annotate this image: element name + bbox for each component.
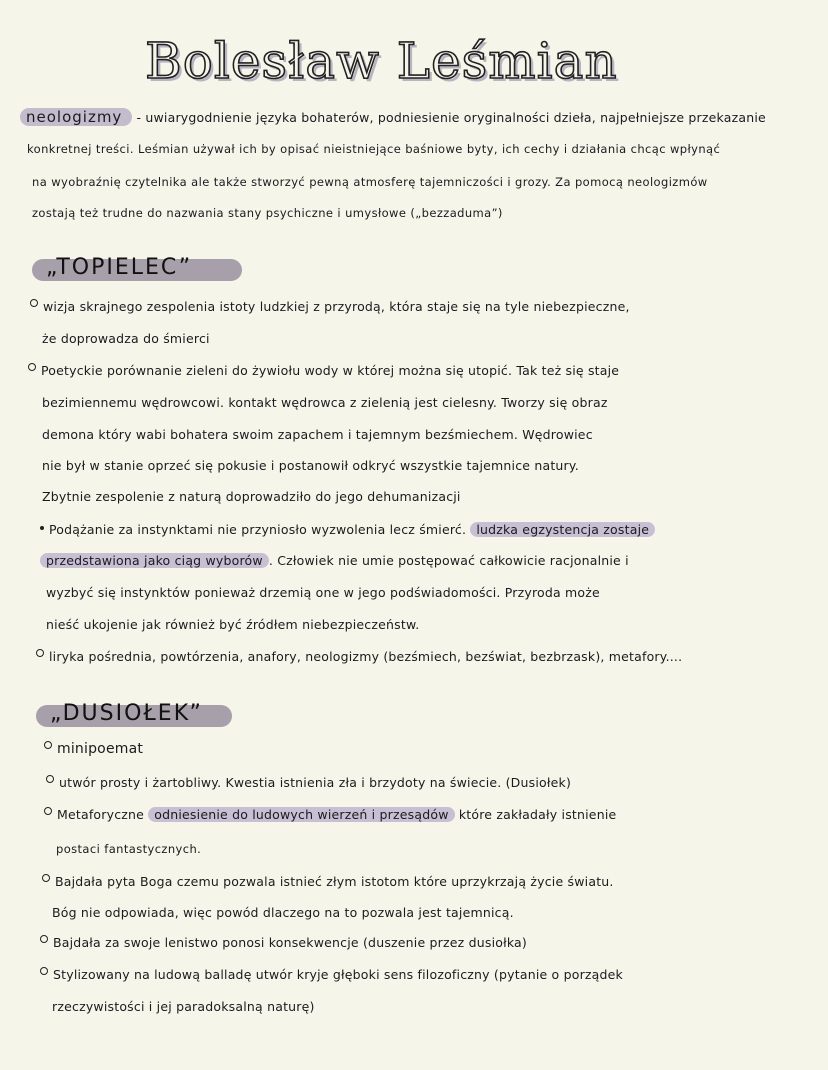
list-item-text: Stylizowany na ludową balladę utwór kryje głęboki sens filozoficzny (pytanie o porządek — [53, 967, 623, 982]
list-item-text: Podążanie za instynktami nie przyniosło wyzwolenia lecz śmierć. — [49, 522, 467, 537]
list-item-text: Bajdała pyta Boga czemu pozwala istnieć złym istotom które uprzykrzają życie światu. — [55, 874, 614, 889]
list-item-text: które zakładały istnienie — [458, 807, 617, 822]
intro-line-3: na wyobraźnię czytelnika ale także stworzyć pewną atmosferę tajemniczości i grozy. Za pomocą neologizmów — [32, 175, 708, 189]
intro-text: - uwiarygodnienie języka bohaterów, podniesienie oryginalności dzieła, najpełniejsze przekazanie — [136, 110, 766, 125]
list-item-cont: rzeczywistości i jej paradoksalną naturę) — [52, 999, 315, 1014]
list-item-cont: nie był w stanie oprzeć się pokusie i postanowił odkryć wszystkie tajemnice natury. — [42, 458, 579, 473]
bullet-circle-icon — [46, 775, 54, 783]
section-heading-text: „TOPIELEC” — [46, 255, 193, 280]
list-item — [44, 740, 143, 758]
section-heading-topielec — [32, 255, 242, 281]
highlighted-phrase: ludzka egzystencja zostaje — [470, 522, 655, 537]
intro-line-1 — [20, 108, 766, 127]
list-item-text: Metaforyczne — [57, 807, 145, 822]
list-item-cont: bezimiennemu wędrowcowi. kontakt wędrowca z zielenią jest cielesny. Tworzy się obraz — [42, 395, 608, 410]
list-item — [30, 298, 630, 316]
section-heading-text: „DUSIOŁEK” — [50, 701, 203, 726]
list-item-text: Bajdała za swoje lenistwo ponosi konsekwencje (duszenie przez dusiołka) — [53, 935, 527, 950]
term-highlight: neologizmy — [20, 108, 132, 126]
list-item-text: utwór prosty i żartobliwy. Kwestia istnienia zła i brzydoty na świecie. (Dusiołek) — [59, 775, 572, 790]
list-item — [40, 966, 623, 984]
bullet-circle-icon — [44, 741, 52, 749]
list-item-cont: postaci fantastycznych. — [56, 842, 202, 856]
list-item — [44, 806, 616, 824]
list-item-text: Poetyckie porównanie zieleni do żywiołu wody w której można się utopić. Tak też się staje — [41, 363, 620, 378]
list-item-text: . Człowiek nie umie postępować całkowicie racjonalnie i — [268, 553, 629, 568]
list-item — [28, 362, 619, 380]
bullet-circle-icon — [42, 874, 50, 882]
list-item-cont: demona który wabi bohatera swoim zapachem i tajemnym bezśmiechem. Wędrowiec — [42, 427, 593, 442]
list-item-text: minipoemat — [57, 741, 144, 757]
list-item-cont — [40, 552, 629, 570]
list-item-text: liryka pośrednia, powtórzenia, anafory, neologizmy (bezśmiech, bezświat, bezbrzask), metafory.... — [49, 649, 683, 664]
bullet-circle-icon — [36, 649, 44, 657]
list-item — [40, 521, 655, 539]
list-item-text: wizja skrajnego zespolenia istoty ludzkiej z przyrodą, która staje się na tyle niebezpieczne, — [43, 299, 630, 314]
bullet-circle-icon — [44, 807, 52, 815]
intro-line-4: zostają też trudne do nazwania stany psychiczne i umysłowe („bezzaduma”) — [32, 206, 503, 220]
bullet-dot-icon — [40, 526, 44, 530]
list-item-cont: wyzbyć się instynktów ponieważ drzemią one w jego podświadomości. Przyroda może — [46, 585, 600, 600]
list-item-cont: Bóg nie odpowiada, więc powód dlaczego na to pozwala jest tajemnicą. — [52, 905, 514, 920]
list-item — [36, 648, 682, 666]
bullet-circle-icon — [30, 299, 38, 307]
intro-line-2: konkretnej treści. Leśmian używał ich by opisać nieistniejące baśniowe byty, ich cechy i działania chcąc wpłynąć — [27, 142, 721, 156]
highlighted-phrase: odniesienie do ludowych wierzeń i przesądów — [148, 807, 454, 822]
list-item-cont: że doprowadza do śmierci — [42, 331, 210, 346]
list-item — [42, 873, 614, 891]
list-item-cont: Zbytnie zespolenie z naturą doprowadziło do jego dehumanizacji — [42, 489, 461, 504]
bullet-circle-icon — [28, 363, 36, 371]
highlighted-phrase: przedstawiona jako ciąg wyborów — [40, 553, 269, 568]
list-item — [40, 934, 527, 952]
section-heading-dusiolek — [36, 701, 232, 727]
bullet-circle-icon — [40, 935, 48, 943]
page-title: Bolesław Leśmian — [145, 32, 618, 90]
list-item — [46, 774, 571, 792]
list-item-cont: nieść ukojenie jak również być źródłem niebezpieczeństw. — [46, 617, 420, 632]
bullet-circle-icon — [40, 967, 48, 975]
